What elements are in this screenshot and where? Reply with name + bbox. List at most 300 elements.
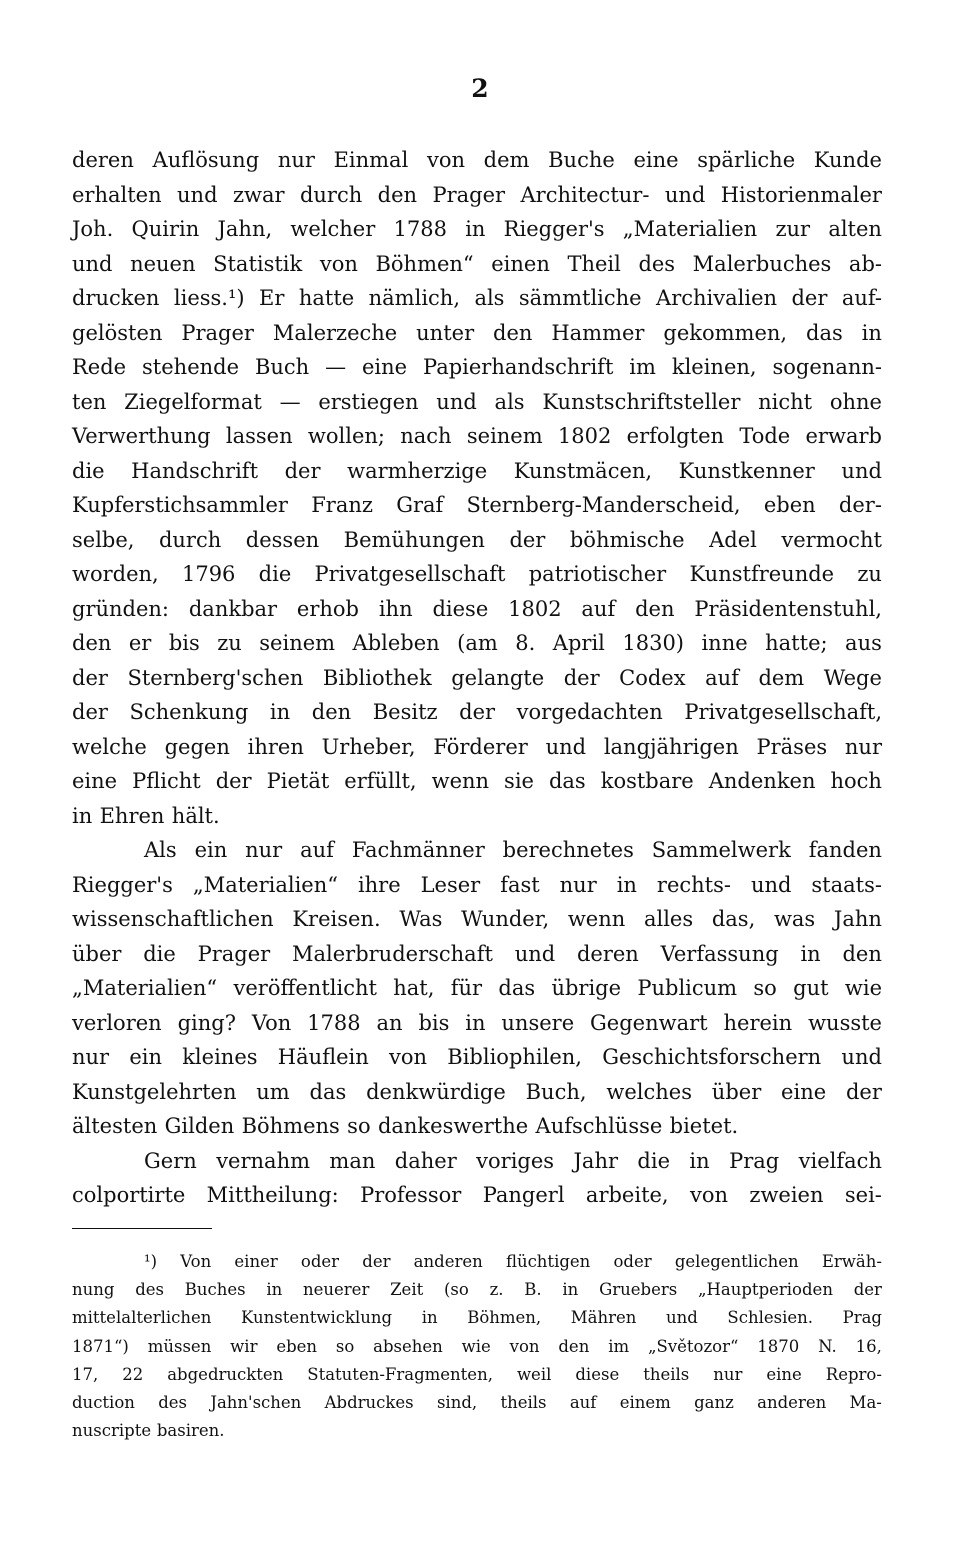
text-line <box>72 937 882 972</box>
word: ältesten <box>72 1114 158 1138</box>
word: deren <box>576 941 639 966</box>
word: und <box>514 941 556 966</box>
word: — <box>325 355 347 379</box>
word: den <box>558 1336 590 1356</box>
word: B. <box>524 1280 542 1300</box>
word: in <box>689 1148 710 1173</box>
word: gekommen, <box>663 320 788 345</box>
word: vielfach <box>798 1148 882 1173</box>
word: theils <box>643 1364 690 1384</box>
word: den <box>311 700 352 724</box>
word: wissenschaftlichen <box>72 907 274 931</box>
word: in <box>421 1308 438 1328</box>
word: Sternberg-Manderscheid, <box>466 493 741 517</box>
text-line <box>72 592 882 627</box>
word: 1830) <box>622 631 684 655</box>
word: unsere <box>501 1010 575 1035</box>
word: Malerzeche <box>272 320 398 345</box>
word: Pangerl <box>482 1183 565 1207</box>
text-line <box>72 316 882 351</box>
text-line <box>72 1075 882 1110</box>
word: der <box>215 769 252 793</box>
word: den <box>635 596 675 621</box>
word: und <box>545 734 587 759</box>
word: nur <box>277 148 315 172</box>
word: Riegger's <box>503 217 605 241</box>
word: Statistik <box>213 251 303 276</box>
word: der <box>563 665 600 690</box>
word: wir <box>230 1336 258 1356</box>
word: Prag <box>842 1308 882 1328</box>
word: Gilden <box>164 1114 235 1138</box>
word: Bibliothek <box>322 665 432 690</box>
word: übrige <box>551 976 622 1000</box>
word: selbe, <box>72 527 135 552</box>
word: 1802 <box>508 596 562 621</box>
word: Publicum <box>637 976 738 1000</box>
word: hält. <box>171 803 220 828</box>
word: dessen <box>245 527 320 552</box>
word: warmherzige <box>347 458 488 483</box>
word: ein <box>129 1045 162 1069</box>
word: in <box>861 320 882 345</box>
word: und <box>750 872 792 897</box>
word: 8. <box>515 631 536 655</box>
word: inne <box>701 631 748 655</box>
word: und <box>841 458 882 483</box>
word: so <box>335 1336 355 1356</box>
word: vermocht <box>781 527 882 552</box>
word: bis <box>168 631 200 655</box>
word: Präses <box>756 734 828 759</box>
word: Privatgesellschaft <box>314 562 506 586</box>
word: in <box>72 803 93 828</box>
word: die <box>258 562 292 586</box>
footnotes <box>72 1248 882 1445</box>
word: der <box>509 527 546 552</box>
word: Ziegelformat <box>124 389 262 414</box>
word: flüchtigen <box>505 1252 591 1271</box>
word: das <box>498 976 536 1000</box>
word: „Světozor“ <box>647 1336 739 1356</box>
word: diese <box>575 1364 620 1384</box>
word: anderen <box>413 1252 483 1271</box>
word: durch <box>158 527 222 552</box>
word: gegen <box>164 734 230 759</box>
word: Prager <box>181 320 254 345</box>
word: langjährigen <box>603 734 739 759</box>
footnote-divider <box>72 1228 212 1229</box>
word: Franz <box>311 493 373 517</box>
word: ihren <box>247 734 304 759</box>
word: worden, <box>72 562 159 586</box>
word: wenn <box>567 907 626 931</box>
word: gut <box>793 976 829 1000</box>
text-line <box>72 661 882 696</box>
word: denkwürdige <box>366 1079 506 1104</box>
word: hoch <box>830 769 882 793</box>
word: Wunder, <box>461 907 550 931</box>
word: eine <box>781 1079 827 1104</box>
word: Einmal <box>333 148 409 172</box>
text-line <box>72 385 882 420</box>
word: staats- <box>811 872 882 897</box>
word: Kunstentwicklung <box>241 1308 393 1328</box>
word: durch <box>299 182 363 207</box>
word: so <box>347 1114 371 1138</box>
word: alles <box>643 907 694 931</box>
text-line <box>72 350 882 385</box>
word: Adel <box>709 527 757 552</box>
word: erhalten <box>72 182 162 207</box>
word: Historienmaler <box>720 182 882 207</box>
word: und <box>72 251 113 276</box>
word: sei- <box>844 1183 882 1207</box>
word: der <box>72 665 108 690</box>
word: sogenann- <box>772 355 882 379</box>
word: berechnetes <box>502 838 634 862</box>
word: 16, <box>855 1336 882 1356</box>
text-line <box>72 799 882 834</box>
word: und <box>177 182 218 207</box>
word: stehende <box>142 355 240 379</box>
word: veröffentlicht <box>233 976 377 1000</box>
text-line <box>72 764 882 799</box>
word: den <box>493 320 533 345</box>
word: man <box>329 1148 376 1173</box>
word: des <box>158 1392 188 1412</box>
word: ohne <box>829 389 882 414</box>
word: dankbar <box>188 596 278 621</box>
word: im <box>629 355 656 379</box>
word: und <box>841 1045 882 1069</box>
word: Leser <box>420 872 481 897</box>
text-line <box>72 281 882 316</box>
word: wenn <box>431 769 490 793</box>
text-line <box>72 971 882 1006</box>
word: (so <box>443 1280 469 1300</box>
word: die <box>637 1148 671 1173</box>
word: Kunstmäcen, <box>513 458 653 483</box>
word: seinem <box>259 631 336 655</box>
word: dankeswerthe <box>377 1114 529 1138</box>
word: der <box>845 1079 882 1104</box>
word: die <box>143 941 176 966</box>
text-line <box>72 1144 882 1179</box>
word: Fachmänner <box>351 838 485 862</box>
word: Archivalien <box>656 286 778 310</box>
word: Verwerthung <box>72 424 211 448</box>
word: von <box>509 1336 540 1356</box>
text-line <box>72 143 882 178</box>
word: 1871“) <box>72 1336 129 1356</box>
word: (am <box>457 631 498 655</box>
word: nur <box>713 1364 743 1384</box>
word: bietet. <box>669 1114 739 1138</box>
word: gelegentlichen <box>674 1252 799 1271</box>
word: rechts- <box>656 872 731 897</box>
word: kleines <box>182 1045 258 1069</box>
word: Buche <box>548 148 615 172</box>
word: in <box>800 941 821 966</box>
text-line <box>72 868 882 903</box>
text-line <box>72 1040 882 1075</box>
word: erfolgten <box>626 424 725 448</box>
word: nur <box>245 838 283 862</box>
word: in <box>465 1010 486 1035</box>
word: nicht <box>758 389 813 414</box>
word: müssen <box>147 1336 212 1356</box>
word: Kupferstichsammler <box>72 493 288 517</box>
word: welches <box>606 1079 692 1104</box>
word: Geschichtsforschern <box>602 1045 822 1069</box>
word: Sternberg'schen <box>127 665 304 690</box>
word: zu <box>217 631 242 655</box>
word: Papierhandschrift <box>423 355 614 379</box>
word: Von <box>180 1252 212 1271</box>
word: nach <box>400 424 452 448</box>
word: wie <box>844 976 882 1000</box>
word: seinem <box>466 424 543 448</box>
word: und <box>664 182 706 207</box>
word: April <box>552 631 605 655</box>
word: basiren. <box>156 1421 225 1441</box>
word: und <box>436 389 477 414</box>
word: Kunde <box>813 148 882 172</box>
word: an <box>376 1010 403 1035</box>
word: neuerer <box>303 1280 370 1300</box>
word: wusste <box>808 1010 882 1035</box>
word: ihre <box>357 872 401 897</box>
word: lassen <box>225 424 293 448</box>
word: gelangte <box>451 665 545 690</box>
word: ging? <box>177 1010 236 1035</box>
word: wollen; <box>307 424 385 448</box>
word: Er <box>259 286 285 310</box>
text-line <box>72 178 882 213</box>
word: Quirin <box>131 217 200 241</box>
word: unter <box>416 320 475 345</box>
word: Auflösung <box>152 148 260 172</box>
word: in <box>562 1280 579 1300</box>
word: 1802 <box>557 424 612 448</box>
word: den <box>842 941 882 966</box>
word: Schlesien. <box>727 1308 814 1328</box>
word: „Materialien“ <box>192 872 338 897</box>
word: Kunstgelehrten <box>72 1079 237 1104</box>
word: der <box>362 1252 391 1271</box>
word: Privatgesellschaft, <box>684 700 882 724</box>
word: über <box>72 941 122 966</box>
text-line <box>72 1178 882 1213</box>
word: in <box>266 1280 283 1300</box>
word: nur <box>72 1045 110 1069</box>
word: Mähren <box>570 1308 637 1328</box>
word: Prag <box>729 1148 780 1173</box>
word: — <box>279 389 301 414</box>
word: diese <box>432 596 489 621</box>
word: so <box>753 976 777 1000</box>
footnote-line <box>72 1276 882 1304</box>
word: Riegger's <box>72 872 173 897</box>
word: gelösten <box>72 320 163 345</box>
word: neuen <box>130 251 196 276</box>
word: eine <box>362 355 408 379</box>
word: drucken <box>72 286 160 310</box>
text-line <box>72 247 882 282</box>
word: auf- <box>841 286 882 310</box>
word: Handschrift <box>131 458 259 483</box>
word: Ehren <box>99 803 165 828</box>
word: Malerbruderschaft <box>291 941 493 966</box>
word: Zeit <box>390 1280 424 1300</box>
word: fanden <box>808 838 882 862</box>
word: Joh. <box>72 217 114 241</box>
word: Förderer <box>433 734 528 759</box>
word: 22 <box>122 1364 144 1384</box>
word: Böhmens <box>241 1114 340 1138</box>
word: Wege <box>823 665 882 690</box>
word: Prager <box>197 941 271 966</box>
word: welcher <box>290 217 376 241</box>
word: von <box>689 1183 729 1207</box>
word: das <box>309 1079 347 1104</box>
word: Besitz <box>372 700 438 724</box>
word: herein <box>723 1010 793 1035</box>
footnote-line <box>72 1417 882 1445</box>
word: Von <box>251 1010 292 1035</box>
word: Gruebers <box>599 1280 678 1300</box>
word: in <box>465 217 486 241</box>
word: für <box>450 976 483 1000</box>
word: Andenken <box>708 769 816 793</box>
word: zu <box>857 562 882 586</box>
word: sämmtliche <box>518 286 642 310</box>
text-line <box>72 557 882 592</box>
word: einer <box>234 1252 278 1271</box>
word: Kreisen. <box>292 907 381 931</box>
word: duction <box>72 1392 135 1412</box>
word: Häuflein <box>277 1045 369 1069</box>
word: Gegenwart <box>590 1010 708 1035</box>
word: eine <box>633 148 679 172</box>
word: Malerbuches <box>692 251 832 276</box>
word: zweien <box>749 1183 824 1207</box>
word: erhob <box>296 596 359 621</box>
word: aus <box>845 631 882 655</box>
word: welche <box>72 734 147 759</box>
word: patriotischer <box>528 562 667 586</box>
word: Hammer <box>551 320 645 345</box>
footnote-line <box>72 1389 882 1417</box>
word: abgedruckten <box>167 1364 284 1384</box>
word: er <box>128 631 152 655</box>
word: Bemühungen <box>343 527 485 552</box>
word: kostbare <box>600 769 694 793</box>
word: der <box>791 286 828 310</box>
word: das <box>548 769 586 793</box>
word: um <box>256 1079 290 1104</box>
text-line <box>72 488 882 523</box>
word: erwarb <box>805 424 882 448</box>
word: was <box>773 907 816 931</box>
word: Abdruckes <box>324 1392 414 1412</box>
word: einen <box>491 251 550 276</box>
word: N. <box>818 1336 837 1356</box>
word: Was <box>399 907 443 931</box>
word: Jahn <box>833 907 882 931</box>
word: Sammelwerk <box>651 838 791 862</box>
text-line <box>72 695 882 730</box>
word: in <box>616 872 637 897</box>
word: Kunstschriftsteller <box>542 389 741 414</box>
word: alten <box>828 217 882 241</box>
word: Pflicht <box>132 769 201 793</box>
word: weil <box>516 1364 552 1384</box>
word: der- <box>838 493 882 517</box>
word: der <box>853 1280 882 1300</box>
word: Theil <box>567 251 621 276</box>
word: „Hauptperioden <box>697 1280 833 1300</box>
word: eben <box>276 1336 318 1356</box>
word: zwar <box>232 182 285 207</box>
text-line <box>72 212 882 247</box>
word: mittelalterlichen <box>72 1308 212 1328</box>
word: Rede <box>72 355 127 379</box>
word: Prager <box>432 182 506 207</box>
word: anderen <box>757 1392 827 1412</box>
word: der <box>284 458 321 483</box>
word: von <box>389 1045 428 1069</box>
word: Buches <box>184 1280 246 1300</box>
word: dem <box>483 148 530 172</box>
body-text <box>72 143 882 1213</box>
word: bis <box>418 1010 450 1035</box>
text-line <box>72 454 882 489</box>
word: über <box>711 1079 762 1104</box>
text-line <box>72 523 882 558</box>
word: Erwäh- <box>821 1252 882 1271</box>
word: Kunstkenner <box>678 458 815 483</box>
word: erfüllt, <box>344 769 417 793</box>
word: zur <box>775 217 811 241</box>
word: Buch <box>254 355 310 379</box>
word: ten <box>72 389 107 414</box>
word: und <box>666 1308 698 1328</box>
word: daher <box>394 1148 457 1173</box>
word: Kunstfreunde <box>689 562 835 586</box>
word: Urheber, <box>321 734 416 759</box>
word: ¹) <box>144 1252 158 1271</box>
word: auf <box>300 838 334 862</box>
word: eben <box>763 493 816 517</box>
text-line <box>72 902 882 937</box>
word: oder <box>613 1252 652 1271</box>
word: deren <box>72 148 134 172</box>
word: eine <box>72 769 118 793</box>
word: sind, <box>436 1392 478 1412</box>
word: „Materialien <box>622 217 758 241</box>
word: von <box>426 148 465 172</box>
word: Graf <box>396 493 444 517</box>
word: ihn <box>378 596 413 621</box>
word: nur <box>844 734 882 759</box>
text-line <box>72 1109 882 1144</box>
word: böhmische <box>569 527 685 552</box>
word: wie <box>461 1336 491 1356</box>
word: Böhmen“ <box>375 251 474 276</box>
word: gründen: <box>72 596 170 621</box>
